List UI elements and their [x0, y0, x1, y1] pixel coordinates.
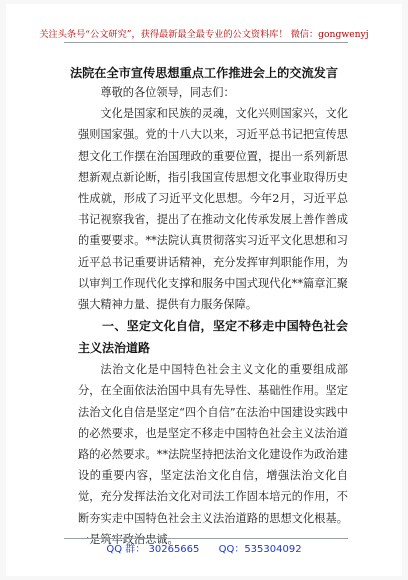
footer-divider [64, 538, 348, 539]
header-banner: 关注头条号“公文研究”，获得最新最全最专业的公文资料库！ 微信：gongwenyj [39, 29, 369, 40]
document-body [78, 82, 348, 550]
footer-qq-group: QQ 群： 30265665 [106, 544, 200, 555]
document-page [6, 4, 402, 576]
section-heading-1: 一、坚定文化自信，坚定不移走中国特色社会主义法治道路 [78, 319, 348, 356]
footer-contact [6, 540, 402, 555]
header-divider [64, 42, 348, 43]
footer-qq: QQ：535304092 [218, 544, 302, 555]
paragraph-intro: 文化是国家和民族的灵魂，文化兴则国家兴，文化强则国家强。党的十八大以来，习近平总书记把宣传思想文化工作摆在治国理政的重要位置，提出一系列新思想新观点新论断，指引我国宣传思想文化事业取得历史性成就，形成了习近平文化思想。今年2月，习近平总书记视察我省，提出了在推动文化传承发展上善作善成的重要要求。**法院认真贯彻落实习近平文化思想和习近平总书记重要讲话精神，充分发挥审判职能作用，为以审判工作现代化支撑和服务中国式现代化**篇章汇聚强大精神力量、提供有力服务保障。 [78, 107, 348, 312]
document-title: 法院在全市宣传思想重点工作推进会上的交流发言 [69, 66, 339, 80]
paragraph-section-1: 法治文化是中国特色社会主义文化的重要组成部分，在全面依法治国中具有先导性、基础性作用。坚定法治文化自信是坚定“四个自信”在法治中国建设实践中的必然要求，也是坚定不移走中国特色社会主义法治道路的必然要求。**法院坚持把法治文化建设作为政治建设的重要内容，坚定法治文化自信，增强法治文化自觉，充分发挥法治文化对司法工作固本培元的作用，不断夯实走中国特色社会主义法治道路的思想文化根基。一是筑牢政治忠诚。 [78, 363, 348, 546]
greeting: 尊敬的各位领导，同志们： [100, 86, 235, 99]
